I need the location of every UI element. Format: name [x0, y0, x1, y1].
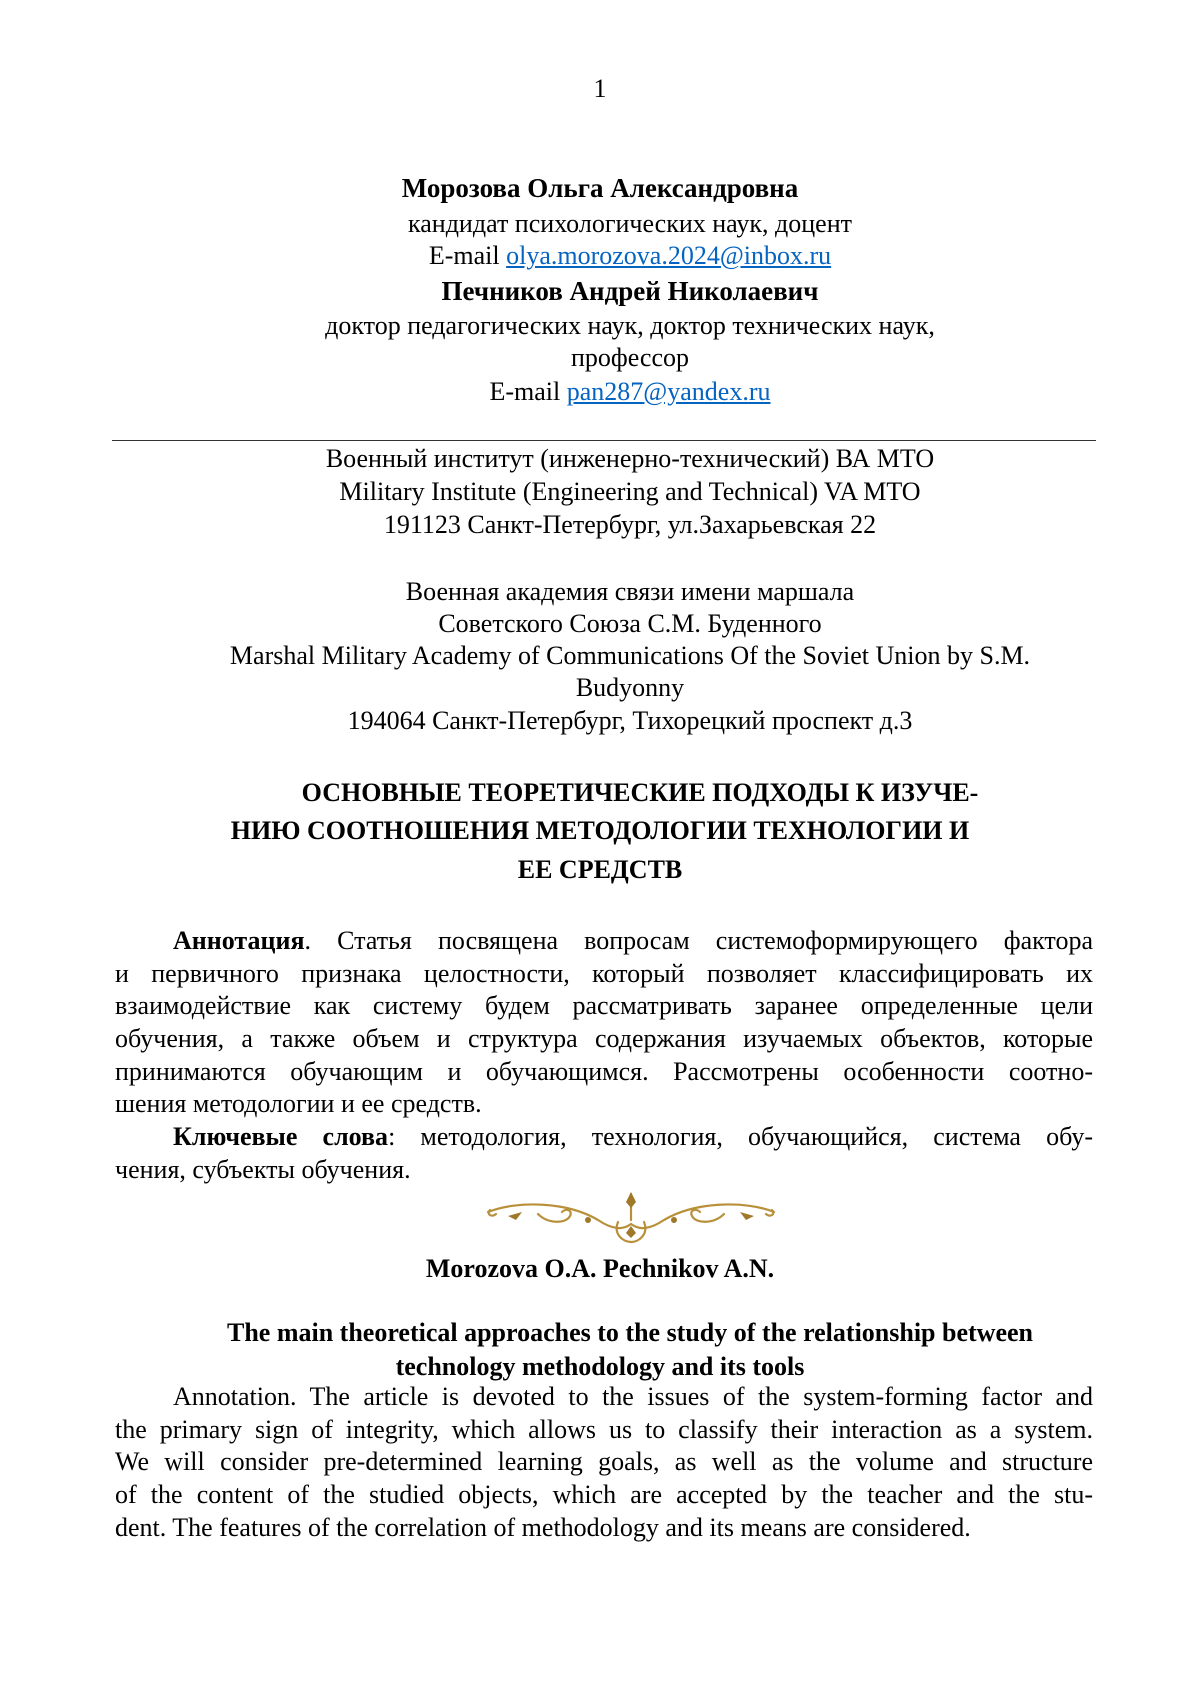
- title-line: ОСНОВНЫЕ ТЕОРЕТИЧЕСКИЕ ПОДХОДЫ К ИЗУЧЕ-: [301, 778, 979, 807]
- author-1-degree: кандидат психологических наук, доцент: [408, 209, 852, 238]
- author-2-degree: доктор педагогических наук, доктор технических наук,: [325, 311, 935, 340]
- annotation-line: We will consider pre-determined learning goals, as well as the volume and structure: [115, 1447, 1093, 1477]
- author-2-email-line: [0, 375, 1200, 408]
- keywords-line: чения, субъекты обучения.: [115, 1154, 411, 1184]
- annotation-line: the primary sign of integrity, which allows us to classify their interaction as a system.: [115, 1414, 1093, 1444]
- affiliation-line: 194064 Санкт-Петербург, Тихорецкий проспект д.3: [347, 706, 913, 735]
- keywords-label: Ключевые слова: [173, 1122, 389, 1152]
- annotation-line: Annotation. The article is devoted to the issues of the system-forming factor and: [173, 1382, 1093, 1411]
- annotation-line: шения методологии и ее средств.: [115, 1089, 482, 1119]
- title-line: ЕЕ СРЕДСТВ: [517, 855, 683, 884]
- annotation-line: [115, 925, 1093, 958]
- affiliation-line: Военная академия связи имени маршала: [405, 577, 855, 606]
- keywords-text: : методология, технология, обучающийся, система обу-: [388, 1122, 1094, 1152]
- page-number: 1: [593, 74, 607, 103]
- annotation-ru: [115, 925, 1093, 1187]
- authors-en: Morozova O.A. Pechnikov A.N.: [425, 1254, 775, 1283]
- annotation-line: и первичного признака целостности, который позволяет классифицировать их: [115, 958, 1093, 988]
- annotation-text: . Статья посвящена вопросам системоформирующего фактора: [304, 926, 1093, 955]
- ornament-divider-icon: [478, 1190, 784, 1248]
- author-1-email-line: [0, 239, 1200, 272]
- annotation-line: of the content of the studied objects, which are accepted by the teacher and the stu-: [115, 1480, 1093, 1510]
- annotation-line: dent. The features of the correlation of methodology and its means are considered.: [115, 1512, 971, 1542]
- divider: [112, 440, 1096, 441]
- keywords-line: [115, 1121, 1093, 1154]
- annotation-en: [115, 1381, 1093, 1544]
- author-2-name: Печников Андрей Николаевич: [441, 276, 819, 306]
- email-label: E-mail: [489, 377, 561, 406]
- affiliation-line: Military Institute (Engineering and Technical) VA MTO: [339, 477, 921, 506]
- annotation-line: взаимодействие как систему будем рассматривать заранее определенные цели: [115, 991, 1093, 1021]
- author-1-email-link[interactable]: olya.morozova.2024@inbox.ru: [506, 241, 832, 270]
- affiliation-line: 191123 Санкт-Петербург, ул.Захарьевская 22: [383, 510, 877, 539]
- email-label: E-mail: [428, 241, 500, 270]
- annotation-label: Аннотация: [173, 926, 305, 955]
- title-line: technology methodology and its tools: [395, 1352, 805, 1381]
- title-line: The main theoretical approaches to the study of the relationship between: [227, 1318, 1033, 1347]
- affiliation-line: Советского Союза С.М. Буденного: [438, 609, 822, 638]
- annotation-line: обучения, а также объем и структура содержания изучаемых объектов, которые: [115, 1024, 1093, 1054]
- affiliation-line: Marshal Military Academy of Communications Of the Soviet Union by S.M.: [229, 641, 1031, 670]
- author-1-name: Морозова Ольга Александровна: [401, 173, 799, 203]
- affiliation-line: Военный институт (инженерно-технический) ВА МТО: [325, 444, 935, 473]
- annotation-line: принимаются обучающим и обучающимся. Рассмотрены особенности соотно-: [115, 1056, 1093, 1086]
- author-2-email-link[interactable]: pan287@yandex.ru: [566, 377, 771, 406]
- author-2-degree-cont: профессор: [570, 343, 690, 372]
- affiliation-line: Budyonny: [575, 673, 685, 702]
- title-line: НИЮ СООТНОШЕНИЯ МЕТОДОЛОГИИ ТЕХНОЛОГИИ И: [230, 816, 970, 845]
